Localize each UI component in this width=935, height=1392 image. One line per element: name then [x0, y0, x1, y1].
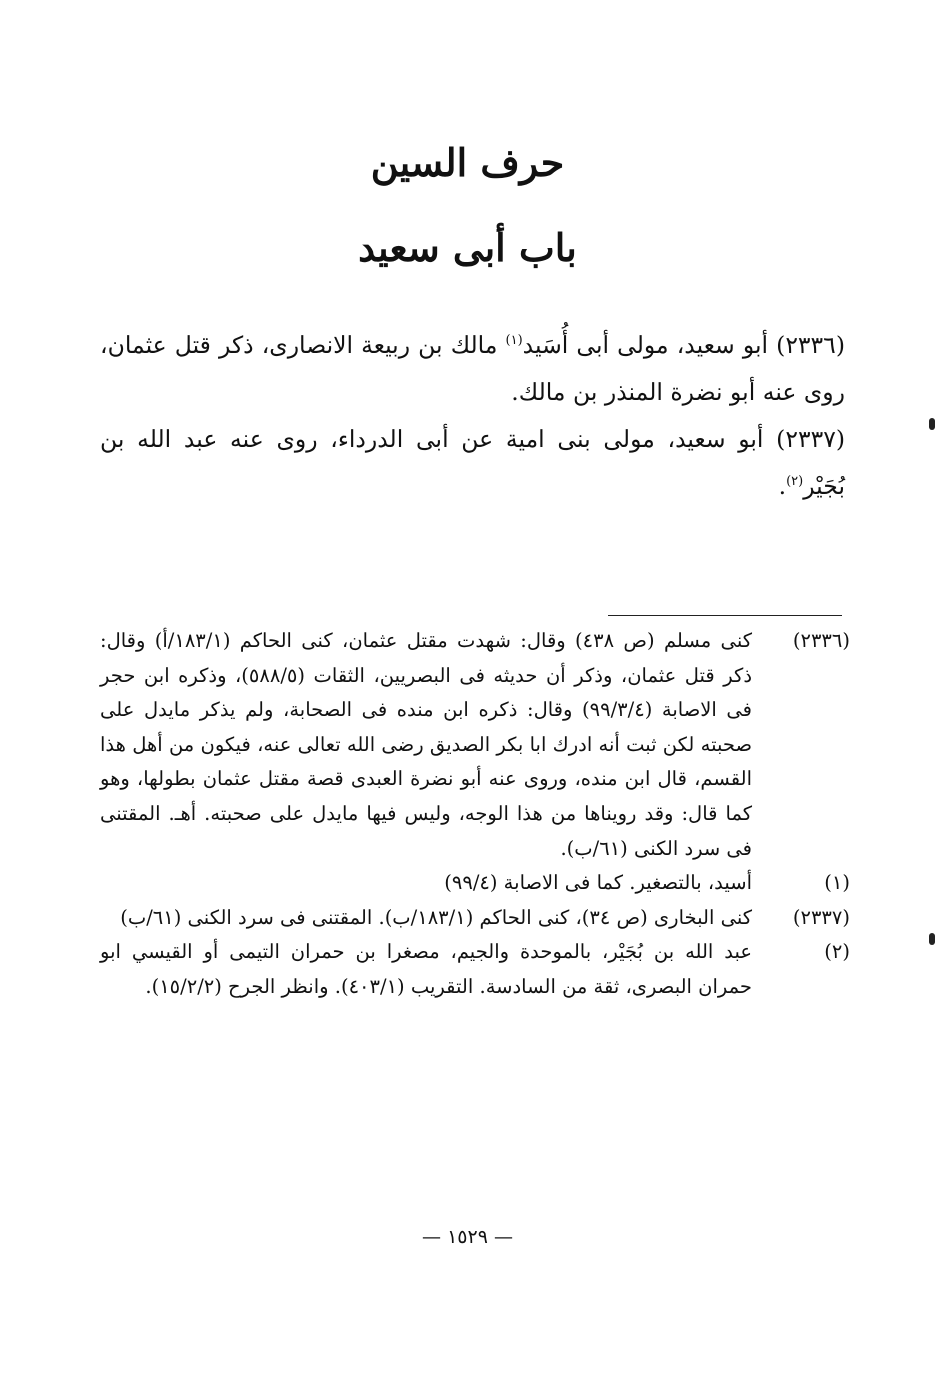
- note-2337: [100, 901, 850, 936]
- note-2: [100, 935, 850, 1004]
- note-text: كنى البخارى (ص ٣٤)، كنى الحاكم (١٨٣/١/ب). المقتنى فى سرد الكنى (٦١/ب): [120, 905, 752, 929]
- page-number: — ١٥٢٩ —: [422, 1226, 513, 1248]
- note-key: (٢٣٣٧): [792, 905, 850, 929]
- margin-mark: [929, 933, 935, 945]
- note-2336: [100, 624, 850, 866]
- footnote-ref: (١): [505, 333, 523, 349]
- entry-text: مالك بن ربيعة الانصارى، ذكر قتل عثمان، روى عنه أبو نضرة المنذر بن مالك.: [100, 331, 845, 406]
- section-heading: باب أبى سعيد: [358, 225, 577, 270]
- note-key: (٢٣٣٦): [792, 629, 850, 652]
- note-1: [100, 866, 850, 901]
- entry-number: (٢٣٣٦): [776, 331, 845, 359]
- note-text: عبد الله بن بُجَيْر، بالموحدة والجيم، مصغرا بن حمران التيمى أو القيسي ابو حمران البصرى، ثقة من السادسة. التقريب (٤٠٣/١). وانظر الجرح (١٥/٢/٢).: [100, 940, 752, 998]
- letter-heading: حرف السين: [370, 140, 565, 185]
- note-key: (٢): [824, 940, 850, 964]
- entries-block: [100, 322, 845, 510]
- note-text: أسيد، بالتصغير. كما فى الاصابة (٩٩/٤): [444, 871, 752, 895]
- note-key: (١): [824, 871, 850, 895]
- note-text: كنى مسلم (ص ٤٣٨) وقال: شهدت مقتل عثمان، كنى الحاكم (١٨٣/١/أ) وقال: ذكر قتل عثمان، وذكر أن حديثه فى البصريين، الثقات (٥٨٨/٥)، وذكره ابن حجر فى الاصابة (٩٩/٣/٤) وقال: ذكره ابن منده فى الصحابة، ولم يذكر مايدل على صحبته لكن ثبت أنه ادرك ابا بكر الصديق رضى الله تعالى عنه، فيكون من أهل هذا القسم، قال ابن منده، وروى عنه أبو نضرة العبدى قصة مقتل عثمان بطولها، وهو كما قال: وقد رويناها من هذا الوجه، وليس فيها مايدل على صحبته. أهـ. المقتنى فى سرد الكنى (٦١/ب).: [100, 629, 752, 860]
- footnotes-block: [100, 624, 850, 1005]
- entry-text: أبو سعيد، مولى أبى أُسَيد: [522, 331, 777, 359]
- footnote-divider: [608, 615, 842, 616]
- entry-2337: [100, 416, 845, 510]
- entry-2336: [100, 322, 845, 416]
- footnote-ref: (٢): [786, 474, 804, 490]
- entry-number: (٢٣٣٧): [776, 425, 845, 453]
- entry-text: .: [778, 472, 787, 500]
- entry-text: أبو سعيد، مولى بنى امية عن أبى الدرداء، روى عنه عبد الله بن بُجَيْر: [100, 425, 845, 500]
- margin-mark: [929, 418, 935, 430]
